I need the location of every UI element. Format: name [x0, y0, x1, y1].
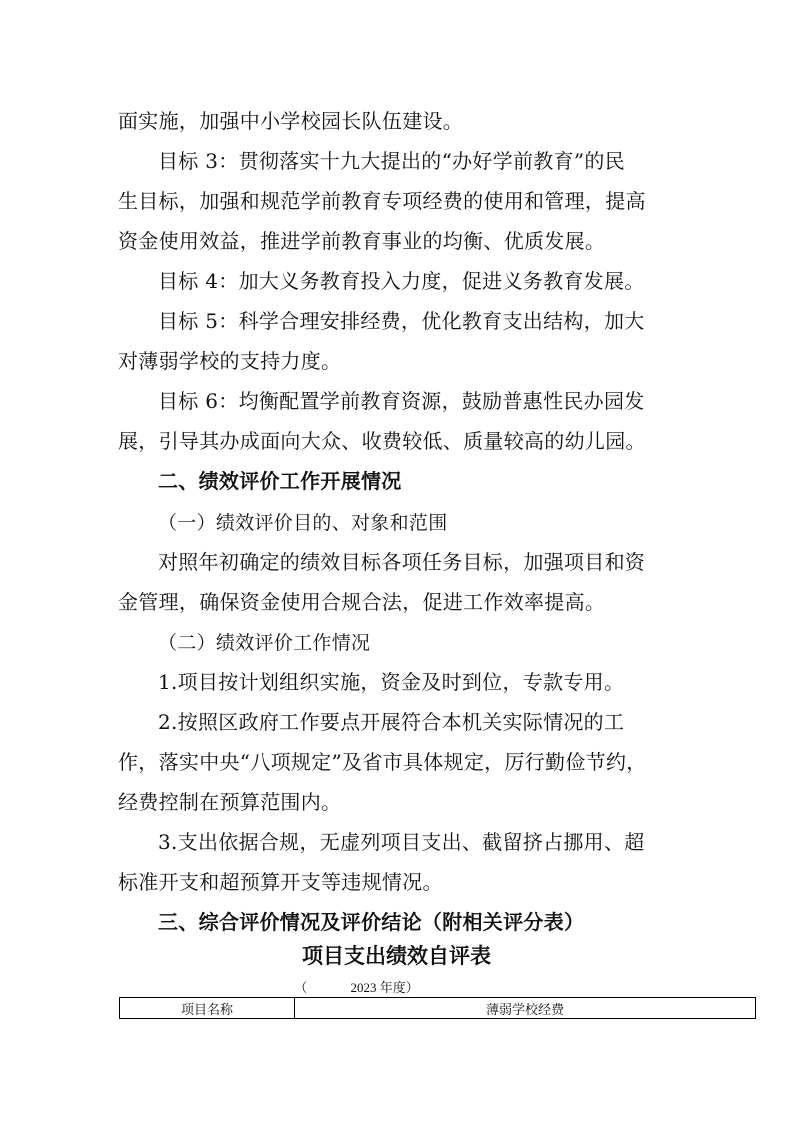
- paragraph-line: 标准开支和超预算开支等违规情况。: [118, 870, 443, 894]
- paragraph-line: 展，引导其办成面向大众、收费较低、质量较高的幼儿园。: [118, 429, 646, 453]
- goal-3-line: 目标 3：贯彻落实十九大提出的“办好学前教育”的民: [158, 149, 626, 173]
- goal-5-line: 目标 5：科学合理安排经费，优化教育支出结构，加大: [158, 309, 645, 333]
- paragraph-line: 资金使用效益，推进学前教育事业的均衡、优质发展。: [118, 229, 606, 253]
- paragraph-line: 金管理，确保资金使用合规合法，促进工作效率提高。: [118, 590, 606, 614]
- paragraph-line: 经费控制在预算范围内。: [118, 790, 342, 814]
- goal-4-line: 目标 4：加大义务教育投入力度，促进义务教育发展。: [158, 269, 645, 293]
- year-open-paren: （: [294, 980, 308, 995]
- list-item-1: 1.项目按计划组织实施，资金及时到位，专款专用。: [158, 670, 625, 694]
- section-heading-2: 二、绩效评价工作开展情况: [158, 469, 402, 493]
- table-cell-project-name-label: 项目名称: [120, 998, 295, 1018]
- table-year: [0, 980, 793, 996]
- subsection-heading-1: （一）绩效评价目的、对象和范围: [158, 512, 448, 534]
- paragraph-line: 生目标，加强和规范学前教育专项经费的使用和管理，提高: [118, 189, 646, 213]
- self-evaluation-table: [119, 997, 756, 1019]
- table-title: 项目支出绩效自评表: [302, 944, 491, 968]
- list-item-3: 3.支出依据合规，无虚列项目支出、截留挤占挪用、超: [158, 830, 645, 854]
- paragraph-line: 作，落实中央“八项规定”及省市具体规定，厉行勤俭节约，: [118, 750, 647, 774]
- year-value: 2023 年度）: [350, 980, 419, 995]
- subsection-heading-2: （二）绩效评价工作情况: [158, 632, 371, 654]
- paragraph-line: 对照年初确定的绩效目标各项任务目标，加强项目和资: [158, 550, 646, 574]
- paragraph-line: 面实施，加强中小学校园长队伍建设。: [118, 109, 464, 133]
- list-item-2: 2.按照区政府工作要点开展符合本机关实际情况的工: [158, 710, 625, 734]
- table-cell-project-name-value: 薄弱学校经费: [485, 1001, 564, 1017]
- goal-6-line: 目标 6：均衡配置学前教育资源，鼓励普惠性民办园发: [158, 389, 645, 413]
- section-heading-3: 三、综合评价情况及评价结论（附相关评分表）: [158, 910, 585, 934]
- paragraph-line: 对薄弱学校的支持力度。: [118, 349, 342, 373]
